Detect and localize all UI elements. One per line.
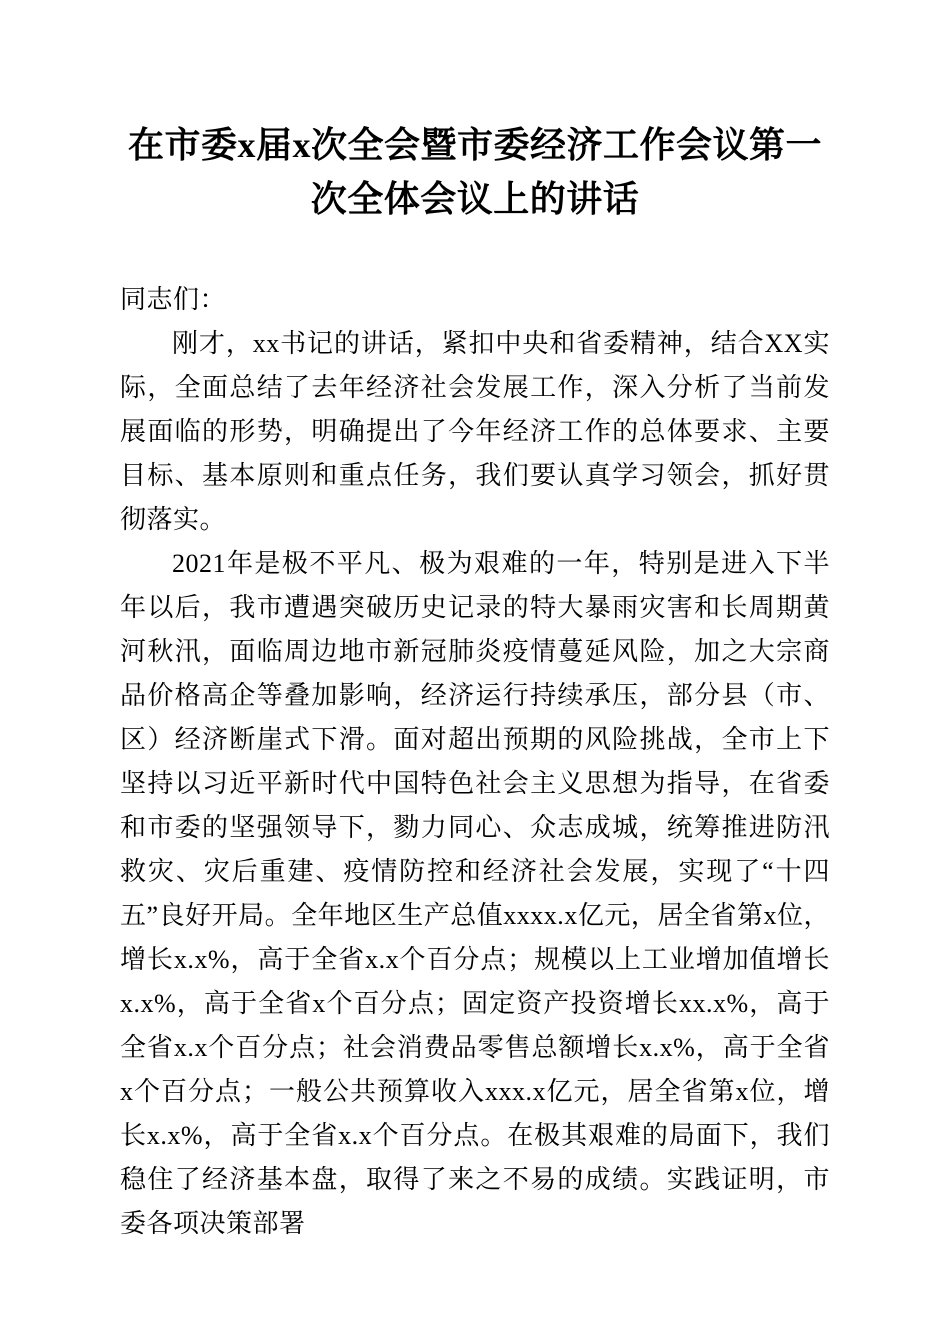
body-paragraph-2: 2021年是极不平凡、极为艰难的一年，特别是进入下半年以后，我市遭遇突破历史记录的特大暴雨灾害和长周期黄河秋汛，面临周边地市新冠肺炎疫情蔓延风险，加之大宗商品价格高企等叠加影响，经济运行持续承压，部分县（市、区）经济断崖式下滑。面对超出预期的风险挑战，全市上下坚持以习近平新时代中国特色社会主义思想为指导，在省委和市委的坚强领导下，勠力同心、众志成城，统筹推进防汛救灾、灾后重建、疫情防控和经济社会发展，实现了“十四五”良好开局。全年地区生产总值xxxx.x亿元，居全省第x位，增长x.x%，高于全省x.x个百分点；规模以上工业增加值增长x.x%，高于全省x个百分点；固定资产投资增长xx.x%，高于全省x.x个百分点；社会消费品零售总额增长x.x%，高于全省x个百分点；一般公共预算收入xxx.x亿元，居全省第x位，增长x.x%，高于全省x.x个百分点。在极其艰难的局面下，我们稳住了经济基本盘，取得了来之不易的成绩。实践证明，市委各项决策部署: [120, 549, 830, 1238]
salutation-paragraph: 同志们：: [120, 285, 227, 314]
document-title: 在市委x届x次全会暨市委经济工作会议第一次全体会议上的讲话: [127, 125, 822, 219]
body-paragraph-1: 刚才，xx书记的讲话，紧扣中央和省委精神，结合XX实际，全面总结了去年经济社会发展工作，深入分析了当前发展面临的形势，明确提出了今年经济工作的总体要求、主要目标、基本原则和重点任务，我们要认真学习领会，抓好贯彻落实。: [120, 329, 830, 534]
document-body: [120, 278, 830, 1246]
